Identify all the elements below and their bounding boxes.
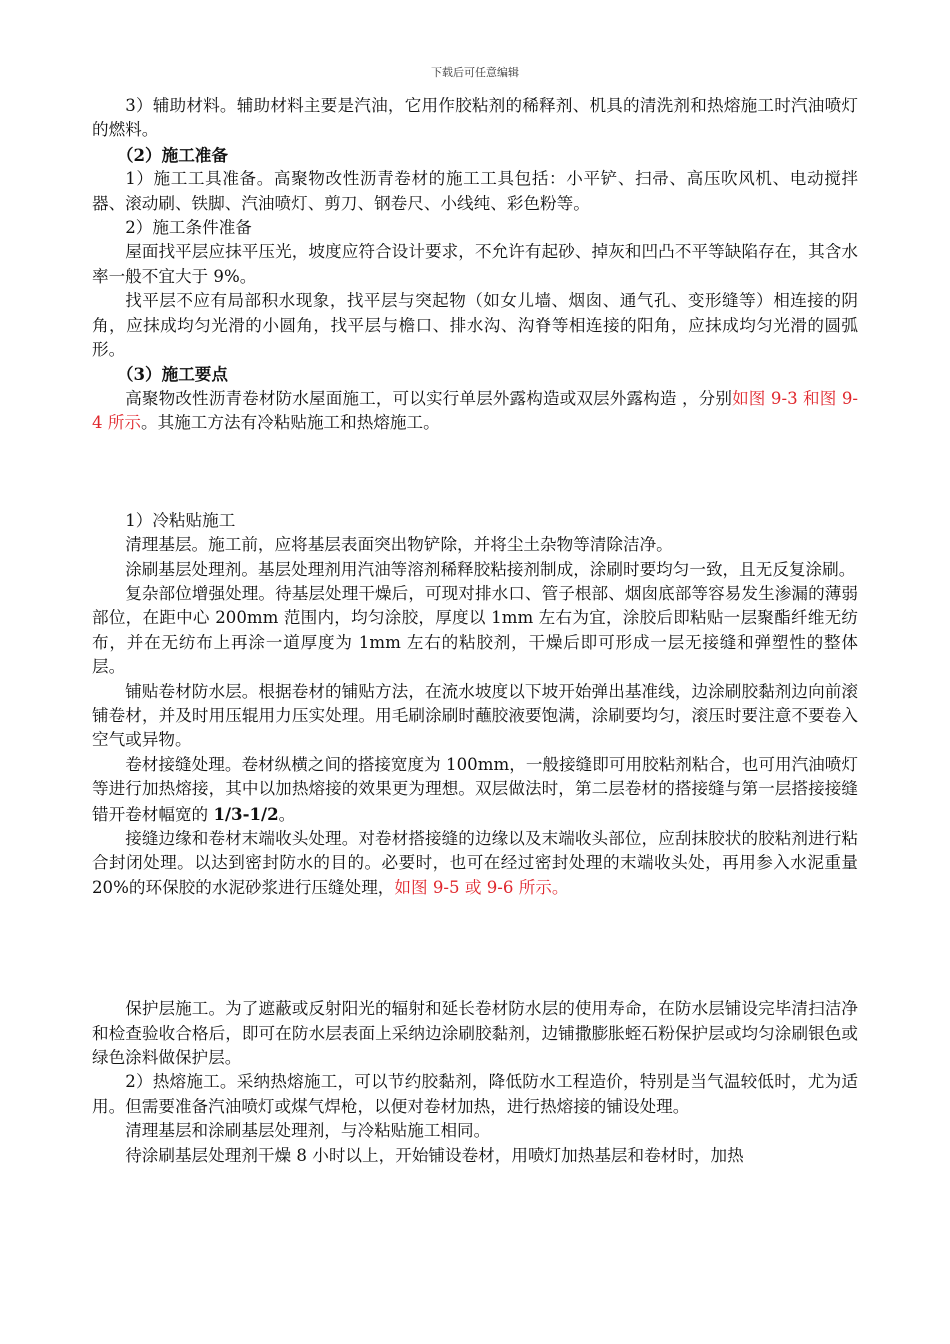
paragraph-same-as-cold: 清理基层和涂刷基层处理剂，与冷粘贴施工相同。	[125, 1121, 491, 1141]
paragraph-tool-preparation: 1）施工工具准备。高聚物改性沥青卷材的施工工具包括：小平铲、扫帚、高压吹风机、电动搅拌器、滚动刷、铁脚、汽油喷灯、剪刀、钢卷尺、小线纯、彩色粉等。	[92, 169, 858, 213]
paragraph-auxiliary-materials: 3）辅助材料。辅助材料主要是汽油，它用作胶粘剂的稀释剂、机具的清洗剂和热熔施工时汽油喷灯的燃料。	[92, 96, 858, 140]
paragraph-edge-sealing	[92, 827, 858, 900]
paragraph-laying-start: 待涂刷基层处理剂干燥 8 小时以上，开始铺设卷材，用喷灯加热基层和卷材时，加热	[125, 1145, 744, 1165]
paragraph-leveling-layer: 屋面找平层应抹平压光，坡度应符合设计要求，不允许有起砂、掉灰和凹凸不平等缺陷存在，其含水率一般不宜大于 9%。	[92, 242, 858, 286]
paragraph-protective-layer: 保护层施工。为了遮蔽或反射阳光的辐射和延长卷材防水层的使用寿命，在防水层铺设完毕清扫洁净和检查验收合格后，即可在防水层表面上采纳边涂刷胶黏剂，边铺撒膨胀蛭石粉保护层或均匀涂刷银色或绿色涂料做保护层。	[92, 999, 858, 1067]
document-body	[92, 94, 858, 1168]
paragraph-hot-melt: 2）热熔施工。采纳热熔施工，可以节约胶黏剂，降低防水工程造价，特别是当气温较低时，尤为适用。但需要准备汽油喷灯或煤气焊枪，以便对卷材加热，进行热熔接的铺设处理。	[92, 1072, 858, 1116]
text-segment: 高聚物改性沥青卷材防水屋面施工，可以实行单层外露构造或双层外露构造 ，分别	[125, 388, 733, 408]
paragraph-primer: 涂刷基层处理剂。基层处理剂用汽油等溶剂稀释胶粘接剂制成，涂刷时要均匀一致，且无反复涂刷。	[125, 559, 856, 579]
heading-construction-preparation: （2）施工准备	[116, 144, 228, 165]
text-segment: 。	[278, 804, 296, 824]
figure-reference-9-3-9-4: 如图 9-3 和图 9-4 所示	[92, 388, 858, 433]
text-segment: 接缝边缘和卷材末端收头处理。对卷材搭接缝的边缘以及末端收头部位，应刮抹胶状的胶粘剂进行粘合封闭处理。以达到密封防水的目的。必要时，也可在经过密封处理的末端收头处，再用参入水泥重量 20%的环保胶的水泥砂浆进行压缝处理，	[92, 828, 858, 897]
paragraph-cold-bonding: 1）冷粘贴施工	[125, 510, 236, 530]
text-segment: 卷材接缝处理。卷材纵横之间的搭接宽度为 100mm，一般接缝即可用胶粘剂粘合，也可用汽油喷灯等进行加热熔接，其中以加热熔接的效果更为理想。双层做法时，第二层卷材的搭接缝与第一层搭接接缝错开卷材幅宽的	[92, 754, 858, 824]
text-segment: 。其施工方法有冷粘贴施工和热熔施工。	[141, 413, 440, 433]
paragraph-complex-parts: 复杂部位增强处理。待基层处理干燥后，可现对排水口、管子根部、烟囱底部等容易发生渗漏的薄弱部位，在距中心 200mm 范围内，均匀涂胶，厚度以 1mm 左右为宜，涂胶后即粘贴一层聚酯纤维无纺布，并在无纺布上再涂一道厚度为 1mm 左右的粘胶剂，干燥后即可形成一层无接缝和弹塑性的整体层。	[92, 583, 858, 677]
figure-reference-9-5-9-6: 如图 9-5 或 9-6 所示。	[394, 877, 569, 897]
page-header: 下载后可任意编辑	[431, 66, 519, 79]
paragraph-seam-treatment	[92, 753, 858, 827]
figure-placeholder-gap	[92, 436, 858, 509]
overlap-ratio: 1/3-1/2	[213, 803, 279, 824]
figure-placeholder-gap	[92, 900, 858, 997]
paragraph-construction-methods	[92, 387, 858, 436]
paragraph-laying-membrane: 铺贴卷材防水层。根据卷材的铺贴方法，在流水坡度以下坡开始弹出基准线，边涂刷胶黏剂边向前滚铺卷材，并及时用压辊用力压实处理。用毛刷涂刷时蘸胶液要饱满，涂刷要均匀，滚压时要注意不要卷入空气或异物。	[92, 681, 858, 750]
paragraph-condition-preparation: 2）施工条件准备	[125, 218, 252, 238]
heading-construction-points: （3）施工要点	[116, 364, 228, 385]
paragraph-corner-treatment: 找平层不应有局部积水现象，找平层与突起物（如女儿墙、烟囱、通气孔、变形缝等）相连接的阴角，应抹成均匀光滑的小圆角，找平层与檐口、排水沟、沟脊等相连接的阳角，应抹成均匀光滑的圆弧形。	[92, 291, 858, 360]
paragraph-clean-base: 清理基层。施工前，应将基层表面突出物铲除，并将尘土杂物等清除洁净。	[125, 535, 673, 555]
